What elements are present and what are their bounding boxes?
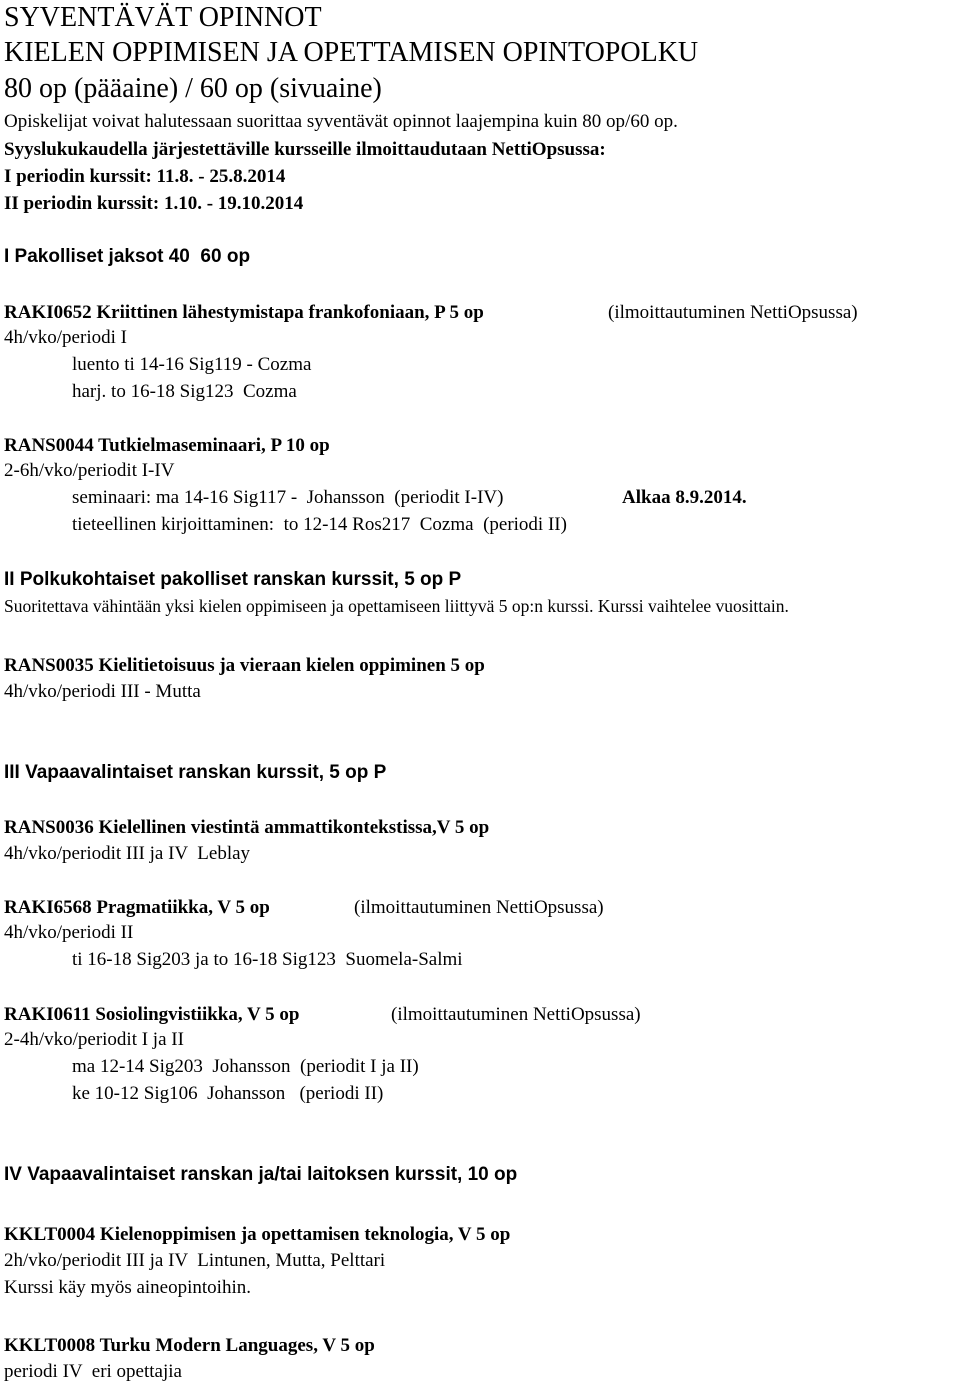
period1-registration: I periodin kurssit: 11.8. - 25.8.2014 [4, 166, 286, 187]
course-raki6568 [4, 897, 904, 919]
course-title: KKLT0008 Turku Modern Languages, V 5 op [4, 1335, 375, 1356]
schedule-line: luento ti 14-16 Sig119 - Cozma [72, 354, 312, 375]
registration-note: (ilmoittautuminen NettiOpsussa) [354, 897, 604, 918]
doc-subtitle: KIELEN OPPIMISEN JA OPETTAMISEN OPINTOPOLKU [4, 37, 699, 68]
seminar-schedule [72, 487, 952, 509]
course-rakI0652 [4, 302, 954, 324]
schedule-line: ke 10-12 Sig106 Johansson (periodi II) [72, 1083, 384, 1104]
course-raki0611 [4, 1004, 904, 1026]
section1-heading: I Pakolliset jaksot 40 60 op [4, 246, 251, 267]
schedule-line: ma 12-14 Sig203 Johansson (periodit I ja II) [72, 1056, 419, 1077]
registration-text: Syyslukukaudella järjestettäville kursseille ilmoittaudutaan NettiOpsussa: [4, 139, 606, 160]
doc-title: SYVENTÄVÄT OPINNOT [4, 2, 322, 33]
credits-line: 80 op (pääaine) / 60 op (sivuaine) [4, 73, 382, 104]
course-title: RANS0044 Tutkielmaseminaari, P 10 op [4, 435, 330, 456]
course-hours: 4h/vko/periodit III ja IV Leblay [4, 843, 251, 864]
course-title: RAKI6568 Pragmatiikka, V 5 op [4, 897, 270, 918]
course-title: RAKI0611 Sosiolingvistiikka, V 5 op [4, 1004, 300, 1025]
course-hours: 2-6h/vko/periodit I-IV [4, 460, 175, 481]
course-note: Kurssi käy myös aineopintoihin. [4, 1277, 251, 1298]
start-date-note: Alkaa 8.9.2014. [622, 487, 747, 508]
intro-text: Opiskelijat voivat halutessaan suorittaa syventävät opinnot laajempina kuin 80 op/60 op. [4, 111, 678, 132]
course-title: RANS0035 Kielitietoisuus ja vieraan kielen oppiminen 5 op [4, 655, 485, 676]
schedule-line: ti 16-18 Sig203 ja to 16-18 Sig123 Suomela-Salmi [72, 949, 463, 970]
schedule-line: harj. to 16-18 Sig123 Cozma [72, 381, 297, 402]
registration-note: (ilmoittautuminen NettiOpsussa) [391, 1004, 641, 1025]
course-title: RAKI0652 Kriittinen lähestymistapa frankofoniaan, P 5 op [4, 302, 484, 323]
course-hours: 2h/vko/periodit III ja IV Lintunen, Mutta, Pelttari [4, 1250, 386, 1271]
course-hours: periodi IV eri opettajia [4, 1361, 182, 1382]
course-title: KKLT0004 Kielenoppimisen ja opettamisen teknologia, V 5 op [4, 1224, 511, 1245]
section2-description: Suoritettava vähintään yksi kielen oppimiseen ja opettamiseen liittyvä 5 op:n kurssi. Kurssi vaihtelee vuosittain. [4, 596, 789, 616]
course-hours: 4h/vko/periodi I [4, 327, 127, 348]
section4-heading: IV Vapaavalintaiset ranskan ja/tai laitoksen kurssit, 10 op [4, 1164, 518, 1185]
schedule-line: tieteellinen kirjoittaminen: to 12-14 Ros217 Cozma (periodi II) [72, 514, 567, 535]
registration-note: (ilmoittautuminen NettiOpsussa) [608, 302, 858, 323]
course-hours: 2-4h/vko/periodit I ja II [4, 1029, 184, 1050]
course-hours: 4h/vko/periodi II [4, 922, 134, 943]
period2-registration: II periodin kurssit: 1.10. - 19.10.2014 [4, 193, 304, 214]
schedule-line: seminaari: ma 14-16 Sig117 - Johansson (periodit I-IV) [72, 487, 504, 508]
section3-heading: III Vapaavalintaiset ranskan kurssit, 5 op P [4, 762, 387, 783]
section2-heading: II Polkukohtaiset pakolliset ranskan kurssit, 5 op P [4, 569, 462, 590]
course-hours: 4h/vko/periodi III - Mutta [4, 681, 201, 702]
course-title: RANS0036 Kielellinen viestintä ammattikontekstissa,V 5 op [4, 817, 490, 838]
